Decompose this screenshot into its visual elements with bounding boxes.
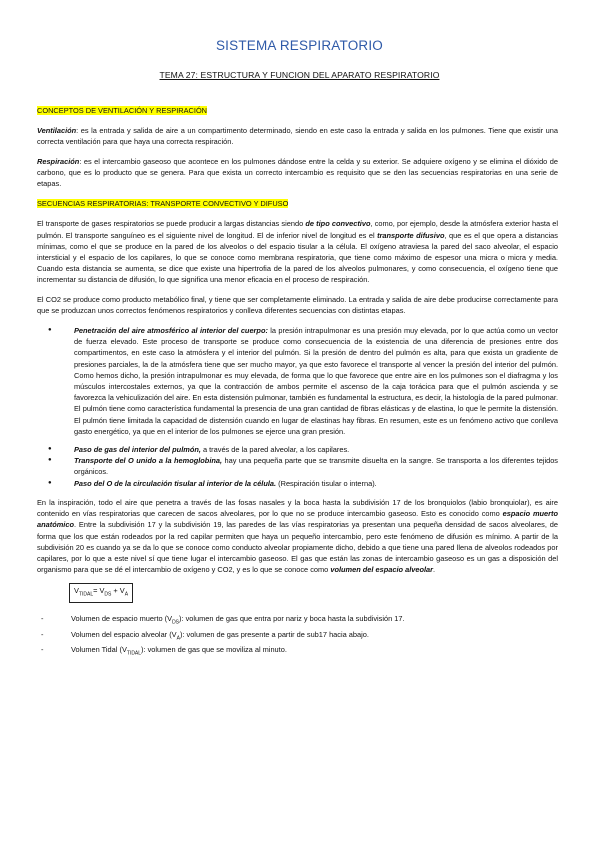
text-run: Volumen Tidal (V [71,645,127,655]
text-run: ): volumen de gas que entra por nariz y boca hasta la subdivisión 17. [179,613,405,623]
text-run: ): volumen de gas que se moviliza al minuto. [141,645,287,655]
term-espacio-muerto: espacio muerto anatómico [37,509,558,530]
text-run: (Respiración tisular o interna). [276,478,377,488]
section-heading-secuencias: SECUENCIAS RESPIRATORIAS: TRANSPORTE CONVECTIVO Y DIFUSO [37,199,289,209]
list-item [71,644,558,660]
term-respiracion: Respiración [37,156,80,166]
text-run: ): volumen de gas presente a partir de sub17 hacia abajo. [179,629,369,639]
formula-box [69,583,133,603]
formula-text: + V [111,586,125,596]
list-item [74,444,558,455]
text-run: . [433,565,436,575]
text-run: la presión intrapulmonar es una presión muy elevada, por lo que actúa como un vector de fuerza elevado. Este proceso de transporte se produce como consecuencia de la existencia de una diferencia de presiones entre dos compartimentos, en este caso la atmósfera y el interior del pulmón. Si la presión de dentro del pulmón es alta, para que exista un gradiente de presiones parciales, la de la atmósfera tiene que ser mucho mayor, ya que esto favorece el transporte al vencer la presión del interior del pulmón. Como hemos dicho, la presión intrapulmonar es muy elevada, de forma que lo que favorece que entre aire en los pulmones son el diafragma y los músculos intercostales externos, ya que la contracción de ambos permite el ascenso de la caja torácica para que el pulmón ascienda y se favorezca la vehiculización del aire. En esta distensión pulmonar, también es fundamental la estructura, es decir, la histología de la pared pulmonar. El pulmón tiene como característica fundamental la presencia de una gran cantidad de fibras elásticas y de elastina, lo que le permite la distensión. El pulmón tiene limitada la capacidad de distensión cuando en lugar de elastinas hay fibras. En resumen, este es un fenómeno activo que conlleva gasto energético, ya que en el interior de los pulmones se ejerce una gran presión. [74,326,558,436]
text-run: a través de la pared alveolar, a los capilares. [200,445,350,455]
term-paso-o: Paso del O de la circulación tisular al interior de la célula. [74,478,277,488]
document-body [37,105,558,660]
formula-text: V [74,586,79,596]
dash-list-volumenes [37,613,558,660]
section-heading-ventilacion: CONCEPTOS DE VENTILACIÓN Y RESPIRACIÓN [37,106,208,115]
term-ventilacion: Ventilación [37,126,77,136]
page-title: SISTEMA RESPIRATORIO [215,38,384,53]
term-paso-gas: Paso de gas del interior del pulmón, [74,445,201,455]
list-item [71,629,558,645]
term-penetracion: Penetración del aire atmosférico al interior del cuerpo: [74,326,268,336]
paragraph-co2 [37,294,558,316]
subscript: TIDAL [126,650,142,657]
term-transporte-o: Transporte del O unido a la hemoglobina, [74,456,223,466]
text-run: . Entre la subdivisión 17 y la subdivisión 19, las paredes de las vías respiratorias ya presentan una pequeña densidad de sacos alveolares, de forma que los que están rodeados por la red capilar permiten que haya un pequeño intercambio, pero este fenómeno de difusión es mínimo. A partir de la subdivisión 20 es cuando ya se da lo que se conoce como conducto alveolar propiamente dicho, debido a que tiene una pared llena de alveolos rodeados por capilares, por lo que a este nivel sí que tiene lugar el intercambio gaseoso. El gas que están las zonas de intercambio gaseoso es un gas a disposición del organismo para que se dé el intercambio de oxígeno y CO2, y es lo que se conoce como [37,520,558,575]
paragraph-respiracion [37,156,558,190]
list-item [74,325,558,437]
formula-text: = V [93,586,105,596]
text-run: El CO2 se produce como producto metabólico final, y tiene que ser completamente eliminado. La entrada y salida de aire debe producirse correctamente para que se produzcan unos correctos fenómenos respiratorios y conlleva diferentes secuencias con distintas etapas. [37,294,558,315]
formula-sub: TIDAL [78,591,94,598]
text-run: El transporte de gases respiratorios se puede producir a largas distancias siendo [37,219,306,229]
definition-respiracion: : es el intercambio gaseoso que acontece en los pulmones dándose entre la celda y su exterior. Se adquiere oxígeno y se elimina el dióxido de carbono, que es lo producto que se genera. Para que exista un correcto intercambio es requisito que se den las secuencias respiratorias en una serie de etapas. [37,156,558,189]
paragraph-ventilacion [37,125,558,147]
text-run: , como, por ejemplo, desde la atmósfera exterior hasta el pulmón. El transporte sanguíneo es el siguiente nivel de longitud. El de inferior nivel de longitud es el [37,219,558,240]
formula-sub: DS [104,591,112,598]
text-run: Volumen de espacio muerto (V [71,613,173,623]
text-run: , que es el que opera a distancias mínimas, como el que se produce en la pared de los alveolos o del espacio tisular a la célula. El oxígeno atraviesa la pared del saco alveolar, el espacio intersticial y el espacio de los capilares, lo que se conoce como membrana respiratoria, que tiene como máximo de espesor una micra o micra y media. Cuando esta distancia se aumenta, se dice que existe una hipertrofia de la pared de los alveolos pulmonares, y como consecuencia, el oxígeno tiene que incrementar su distancia de difusión, lo que significa una menor eficacia en el proceso de respiración. [37,230,558,285]
term-difusivo: transporte difusivo [377,230,445,240]
definition-ventilacion: : es la entrada y salida de aire a un compartimento determinado, siendo en este caso la entrada y salida en los pulmones. Tiene que existir una correcta ventilación para que haya una correcta respiración. [37,126,558,147]
list-item [74,455,558,477]
paragraph-transporte [37,218,558,285]
bullet-list-etapas [37,325,558,489]
formula-sub: A [124,591,129,598]
list-item [71,613,558,629]
subscript: DS [172,619,180,626]
text-run: Volumen del espacio alveolar (V [71,629,177,639]
paragraph-inspiracion [37,497,558,575]
list-item [74,478,558,489]
term-convectivo: de tipo convectivo [305,219,371,229]
text-run: hay una pequeña parte que se transmite disuelta en la sangre. Se transporta a los diferentes tejidos orgánicos. [74,456,559,477]
subscript: A [176,635,180,642]
text-run: En la inspiración, todo el aire que penetra a través de las fosas nasales y la boca hasta la subdivisión 17 de los bronquiolos (labio bronquiolar), es aire contenido en vías respiratorias que carecen de sacos alveolares, por lo que no se produce intercambio gaseoso. Esto es conocido como [37,497,558,519]
term-volumen-alveolar: volumen del espacio alveolar [330,565,434,575]
page-subtitle: TEMA 27: ESTRUCTURA Y FUNCION DEL APARATO RESPIRATORIO [159,70,440,80]
